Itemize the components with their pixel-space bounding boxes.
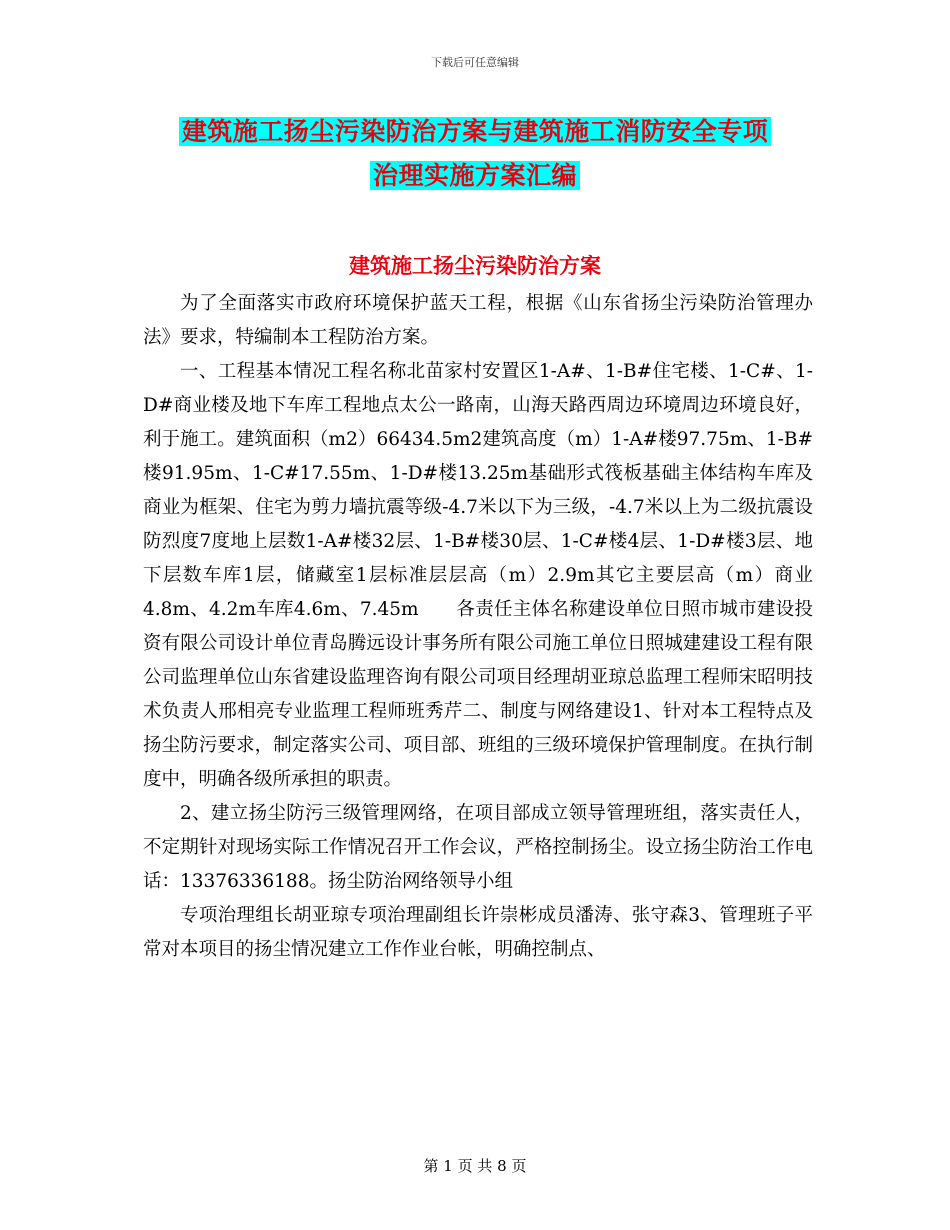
paragraph: 一、工程基本情况工程名称北苗家村安置区1-A#、1-B#住宅楼、1-C#、1-D#商业楼及地下车库工程地点太公一路南，山海天路西周边环境周边环境良好，利于施工。建筑面积（m2）66434.5m2建筑高度（m）1-A#楼97.75m、1-B#楼91.95m、1-C#17.55m、1-D#楼13.25m基础形式筏板基础主体结构车库及商业为框架、住宅为剪力墙抗震等级-4.7米以下为三级，-4.7米以上为二级抗震设防烈度7度地上层数1-A#楼32层、1-B#楼30层、1-C#楼4层、1-D#楼3层、地下层数车库1层，储藏室1层标准层层高（m）2.9m其它主要层高（m）商业4.8m、4.2m车库4.6m、7.45m 各责任主体名称建设单位日照市城市建设投资有限公司设计单位青岛腾远设计事务所有限公司施工单位日照城建建设工程有限公司监理单位山东省建设监理咨询有限公司项目经理胡亚琼总监理工程师宋昭明技术负责人邢相亮专业监理工程师班秀芹二、制度与网络建设1、针对本工程特点及扬尘防污要求，制定落实公司、项目部、班组的三级环境保护管理制度。在执行制度中，明确各级所承担的职责。	[143, 361, 813, 790]
paragraph: 为了全面落实市政府环境保护蓝天工程，根据《山东省扬尘污染防治管理办法》要求，特编制本工程防治方案。	[143, 293, 813, 348]
document-title-line-2	[0, 156, 950, 192]
document-title-text-2: 治理实施方案汇编	[370, 161, 580, 190]
document-body	[143, 287, 813, 967]
page-number: 第 1 页 共 8 页	[423, 1157, 527, 1175]
paragraph: 专项治理组长胡亚琼专项治理副组长许崇彬成员潘涛、张守森3、管理班子平常对本项目的扬尘情况建立工作作业台帐，明确控制点、	[143, 905, 813, 960]
document-title-line-1	[0, 112, 950, 148]
section-heading: 建筑施工扬尘污染防治方案	[349, 253, 601, 278]
document-title-text-1: 建筑施工扬尘污染防治方案与建筑施工消防安全专项	[179, 117, 772, 146]
header-note: 下载后可任意编辑	[431, 56, 519, 69]
paragraph: 2、建立扬尘防污三级管理网络，在项目部成立领导管理班组，落实责任人，不定期针对现场实际工作情况召开工作会议，严格控制扬尘。设立扬尘防治工作电话：13376336188。扬尘防治网络领导小组	[143, 803, 813, 892]
